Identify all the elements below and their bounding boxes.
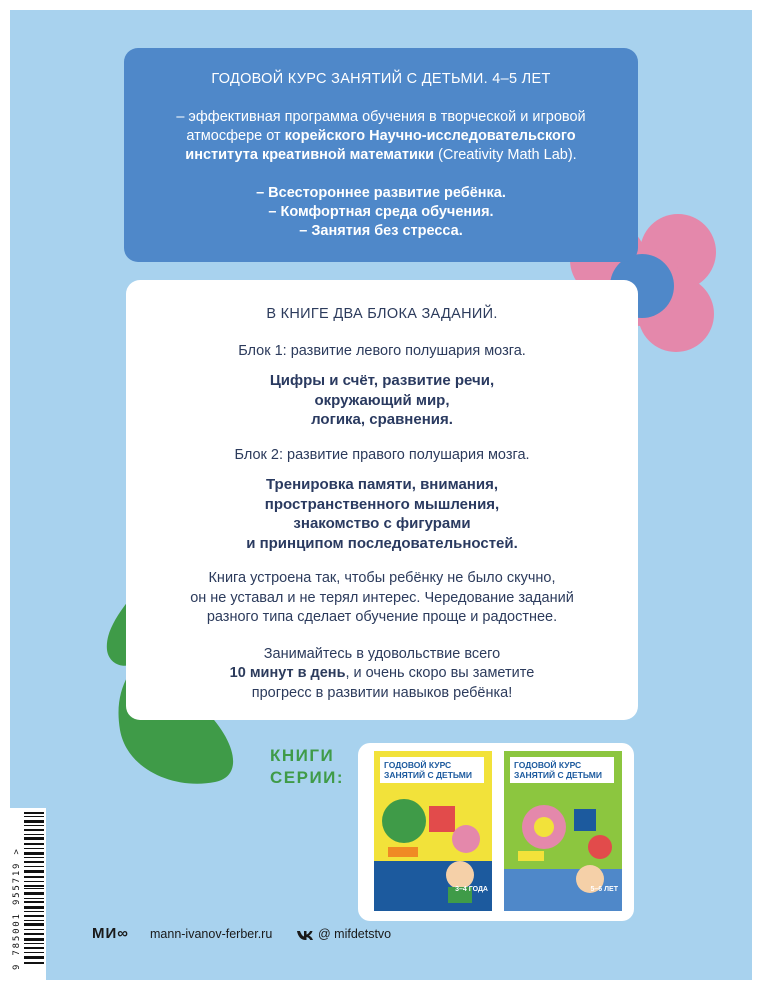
block2-topics: Тренировка памяти, внимания, пространственного мышления, знакомство с фигурами и принципом последовательностей. bbox=[246, 476, 518, 552]
intro-desc-line2: атмосфере от корейского Научно-исследовательского bbox=[186, 128, 576, 144]
intro-bullet: – Занятия без стресса. bbox=[299, 223, 463, 239]
daily-practice-paragraph: Занимайтесь в удовольствие всего 10 минут в день, и очень скоро вы заметите прогресс в развитии навыков ребёнка! bbox=[229, 645, 535, 701]
intro-desc-line3: института креативной математики (Creativity Math Lab). bbox=[185, 147, 577, 163]
intro-bullet: – Комфортная среда обучения. bbox=[268, 204, 494, 220]
intro-title: ГОДОВОЙ КУРС ЗАНЯТИЙ С ДЕТЬМИ. 4–5 ЛЕТ bbox=[211, 71, 551, 87]
intro-bullet: – Всестороннее развитие ребёнка. bbox=[256, 185, 506, 201]
intro-panel bbox=[124, 48, 638, 262]
block2-label: Блок 2: развитие правого полушария мозга. bbox=[234, 446, 530, 463]
book-age: 5–6 ЛЕТ bbox=[590, 886, 618, 893]
social-handle[interactable]: @ mifdetstvo bbox=[318, 927, 392, 941]
content-heading: В КНИГЕ ДВА БЛОКА ЗАДАНИЙ. bbox=[266, 306, 498, 322]
description-paragraph: Книга устроена так, чтобы ребёнку не было скучно, он не уставал и не терял интерес. Чередование заданий разного типа сделает обучение проще и радостнее. bbox=[190, 570, 574, 625]
book-title: ГОДОВОЙ КУРС ЗАНЯТИЙ С ДЕТЬМИ bbox=[380, 757, 484, 783]
block1-topics: Цифры и счёт, развитие речи, окружающий мир, логика, сравнения. bbox=[269, 372, 495, 428]
series-book-5-6[interactable] bbox=[504, 751, 622, 911]
content-panel bbox=[126, 280, 638, 720]
vk-icon bbox=[296, 928, 314, 942]
isbn-digits: 9 785001 955719 > bbox=[12, 847, 22, 970]
isbn-barcode bbox=[10, 808, 46, 980]
book-title: ГОДОВОЙ КУРС ЗАНЯТИЙ С ДЕТЬМИ bbox=[510, 757, 614, 783]
publisher-logo: МИ∞ bbox=[92, 925, 129, 942]
series-books-panel bbox=[358, 743, 634, 921]
series-book-3-4[interactable] bbox=[374, 751, 492, 911]
block1-label: Блок 1: развитие левого полушария мозга. bbox=[238, 342, 526, 359]
series-label: КНИГИ СЕРИИ: bbox=[270, 746, 345, 787]
book-age: 3–4 ГОДА bbox=[455, 886, 488, 893]
back-cover bbox=[10, 10, 752, 980]
intro-desc-line1: – эффективная программа обучения в творческой и игровой bbox=[176, 109, 586, 125]
website-link[interactable]: mann-ivanov-ferber.ru bbox=[150, 927, 273, 941]
